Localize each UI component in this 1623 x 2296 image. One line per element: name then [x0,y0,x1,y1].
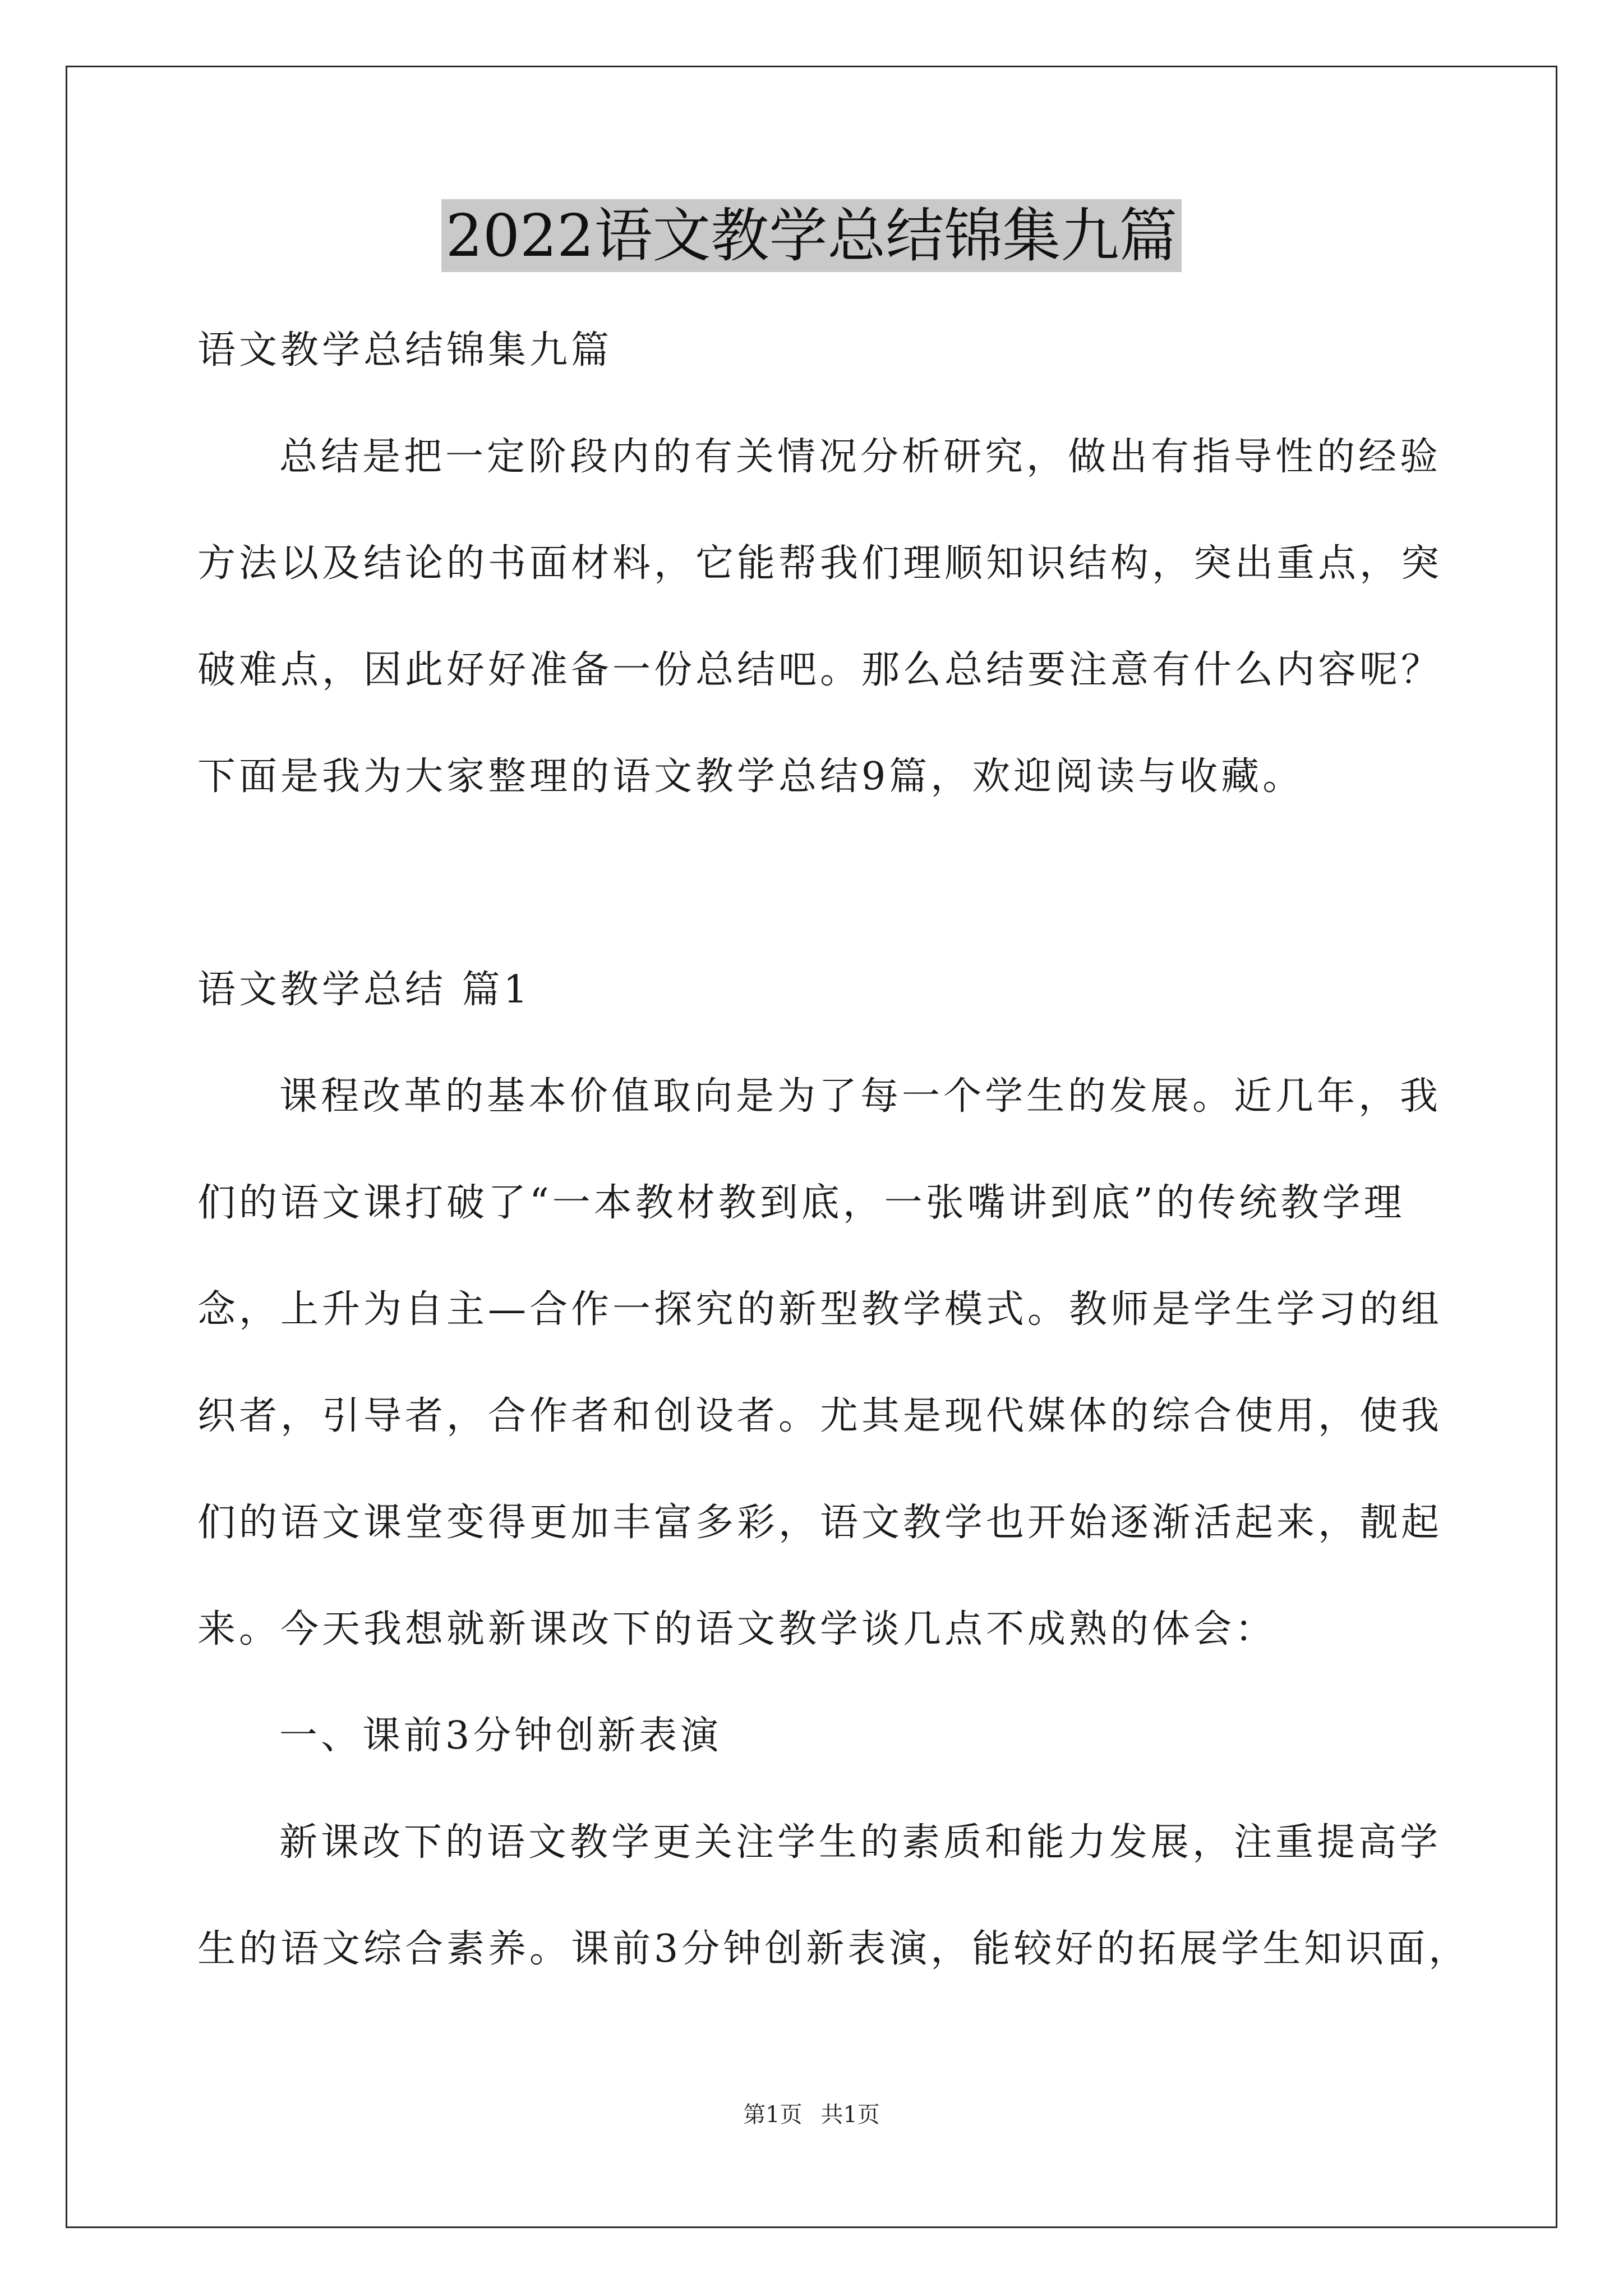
point-line: 生的语文综合素养。课前3分钟创新表演，能较好的拓展学生知识面， [197,1927,1470,1971]
intro-line: 方法以及结论的书面材料，它能帮我们理顺知识结构，突出重点，突 [197,541,1443,586]
section-line: 念，上升为自主—合作一探究的新型教学模式。教师是学生学习的组 [197,1287,1443,1332]
section-line: 织者，引导者，合作者和创设者。尤其是现代媒体的综合使用，使我 [197,1394,1443,1438]
section-line: 们的语文课打破了“一本教材教到底，一张嘴讲到底”的传统教学理 [197,1181,1405,1225]
intro-line: 破难点，因此好好准备一份总结吧。那么总结要注意有什么内容呢？ [197,648,1443,692]
document-body [197,297,1470,2003]
document-subtitle: 语文教学总结锦集九篇 [197,328,613,372]
intro-line: 总结是把一定阶段内的有关情况分析研究，做出有指导性的经验 [279,435,1442,479]
section-heading: 语文教学总结 篇1 [197,968,531,1012]
section-line: 来。今天我想就新课改下的语文教学谈几点不成熟的体会： [197,1607,1277,1651]
page-number: 第1页 [743,2102,803,2128]
paragraph-gap [197,830,1431,937]
section-line: 们的语文课堂变得更加丰富多彩，语文教学也开始逐渐活起来，靓起 [197,1501,1443,1545]
page-footer [0,2098,1623,2132]
intro-line: 下面是我为大家整理的语文教学总结9篇，欢迎阅读与收藏。 [197,754,1304,799]
section-line: 课程改革的基本价值取向是为了每一个学生的发展。近几年，我 [279,1074,1442,1119]
point-line: 新课改下的语文教学更关注学生的素质和能力发展，注重提高学 [279,1820,1442,1865]
document-title: 2022语文教学总结锦集九篇 [441,199,1182,272]
page-total: 共1页 [820,2102,880,2128]
point-heading: 一、课前3分钟创新表演 [279,1714,722,1758]
title-container [0,199,1623,272]
